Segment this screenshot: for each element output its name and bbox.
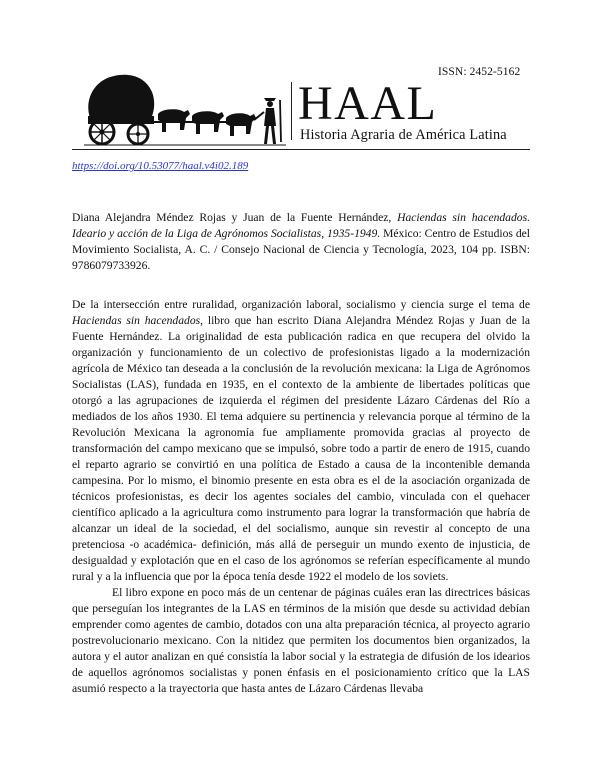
doi-link[interactable]: https://doi.org/10.53077/haal.v4i02.189 <box>72 160 249 172</box>
journal-abbreviation: HAAL <box>298 77 438 130</box>
body-paragraph-2: El libro expone en poco más de un centenar de páginas cuáles eran las directrices básicas que perseguían los integrantes de la LAS en términos de la misión que desde su actividad debían emprender como agentes de cambio, dotados con una alta preparación técnica, al proyecto agrario postrevolucionario mexicano. Con la nitidez que permiten los documentos bien organizados, la autora y el autor analizan en qué consistía la labor social y la estrategia de difusión de los idearios de aquellos agrónomos socialistas y ponen énfasis en el posicionamiento crítico que la LAS asumió respecto a la trayectoria que hasta antes de Lázaro Cárdenas llevaba <box>72 586 530 695</box>
ox-cart-silhouette-icon <box>80 70 290 148</box>
paragraph-1-text-a: De la intersección entre ruralidad, organización laboral, socialismo y ciencia surge el tema de <box>72 298 530 311</box>
book-reference <box>72 210 530 274</box>
paragraph-1-text-b: , libro que han escrito Diana Alejandra Méndez Rojas y Juan de la Fuente Hernández. La originalidad de esta publicación radica en que recupera del olvido la organización y funcionamiento de un colectivo de profesionistas ligado a la modernización agrícola de México tan deseada a la conclusión de la revolución mexicana: la Liga de Agrónomos Socialistas (LAS), fundada en 1935, en el contexto de la ambiente de libertades políticas que otorgó a las agrupaciones de izquierda el régimen del presidente Lázaro Cárdenas del Río a mediados de los años 1930. El tema adquiere su pertinencia y relevancia porque al término de la Revolución Mexicana la agronomía fue ampliamente promovida gracias al proyecto de transformación del campo mexicano que se impulsó, sobre todo a partir de enero de 1915, cuando el reparto agrario se convirtió en una política de Estado a causa de la incontenible demanda campesina. Por lo mismo, el binomio presente en esta obra es el de la asociación organizada de técnicos profesionistas, es decir los agentes sociales del cambio, vinculada con el quehacer científico aplicado a la agricultura como instrumento para lograr la transformación que habría de alcanzar un ideal de la sociedad, el del socialismo, aunque sin revestir al concepto de una pretenciosa -o académica- definición, más allá de perseguir un mundo exento de injusticia, de desigualdad y explotación que en el caso de los agrónomos se referían específicamente al mundo rural y a la influencia que por la época tenía desde 1922 el modelo de los soviets. <box>72 314 530 583</box>
body-paragraph-1 <box>72 297 530 585</box>
reference-title: Haciendas sin hacendados. Ideario y acción de la Liga de Agrónomos Socialistas, 1935-1949. <box>72 211 530 240</box>
journal-name: Historia Agraria de América Latina <box>300 127 507 143</box>
paragraph-1-book-title: Haciendas sin hacendados <box>72 314 201 327</box>
reference-authors: Diana Alejandra Méndez Rojas y Juan de la Fuente Hernández, <box>72 211 398 224</box>
issn-label: ISSN: 2452-5162 <box>438 66 521 78</box>
header-rule <box>72 149 530 150</box>
header-divider <box>291 82 292 140</box>
reference-publication: México: Centro de Estudios del Movimiento Socialista, A. C. / Consejo Nacional de Ciencia y Tecnología, 2023, 104 pp. ISBN: 9786079733926. <box>72 227 530 272</box>
